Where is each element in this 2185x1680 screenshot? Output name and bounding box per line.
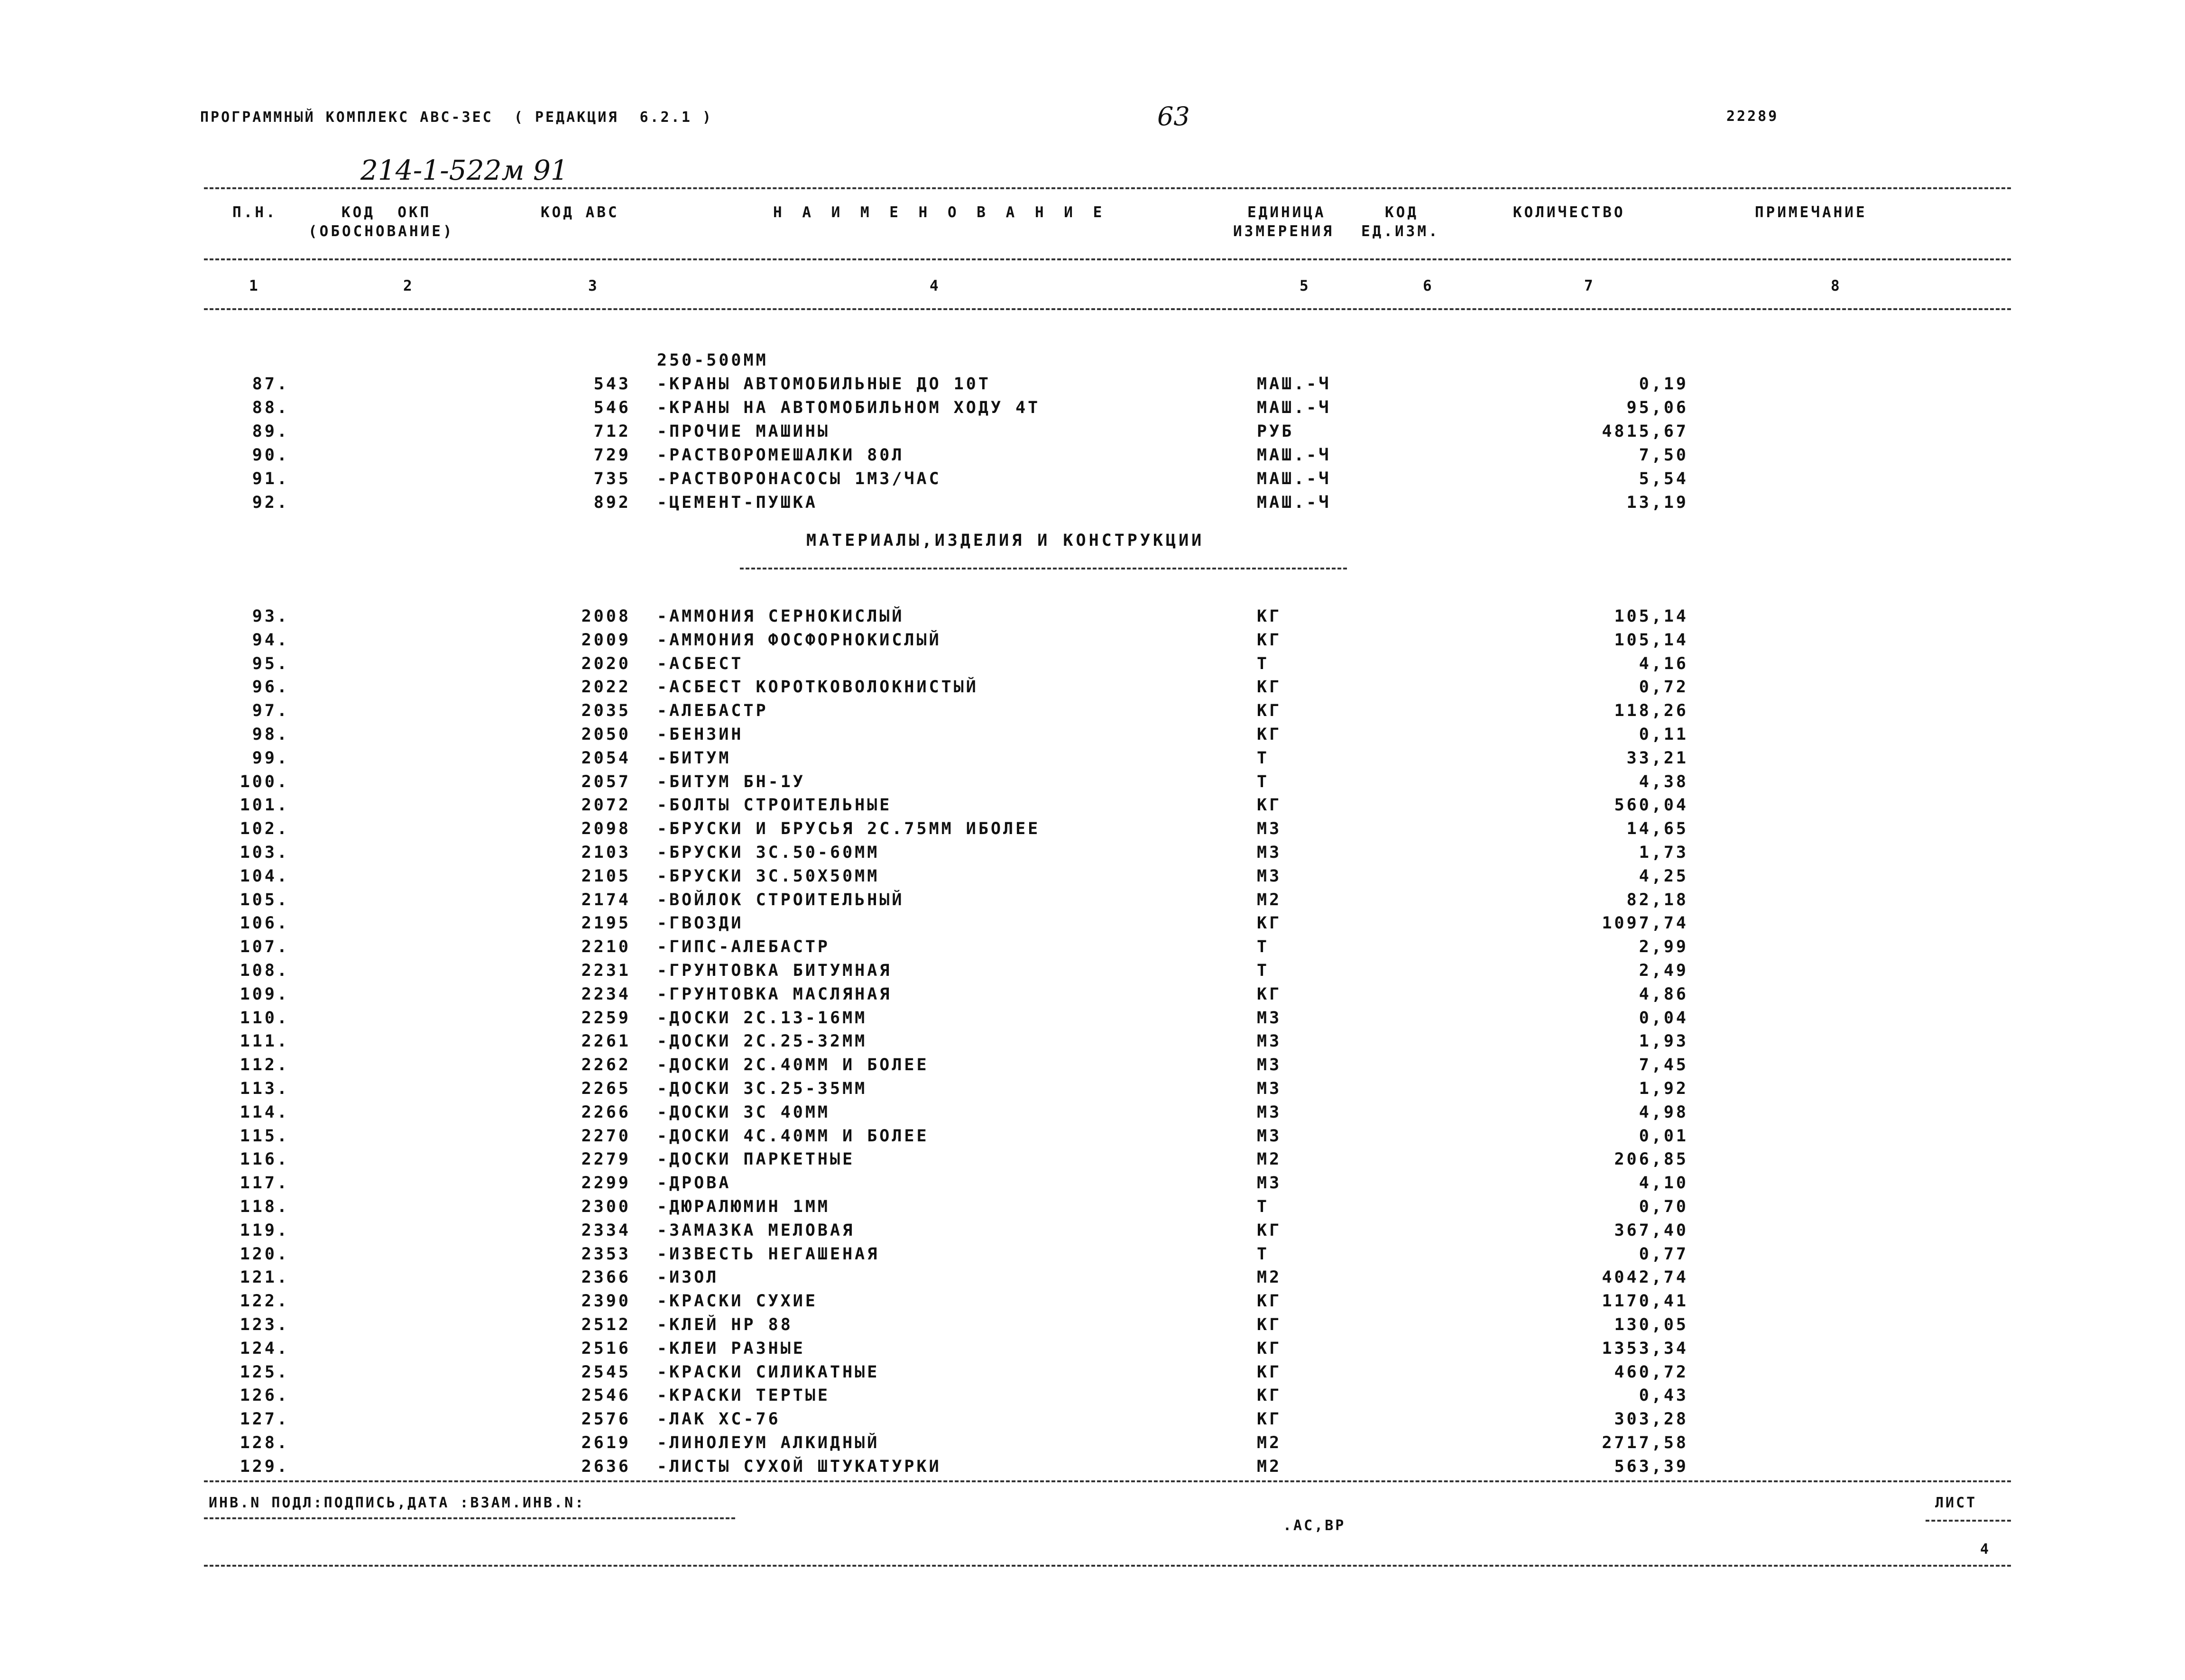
row-unit: МАШ.-Ч bbox=[1257, 446, 1331, 465]
row-number: 93. bbox=[252, 607, 289, 626]
row-quantity: 4,86 bbox=[1639, 984, 1688, 1004]
row-unit: КГ bbox=[1257, 1292, 1282, 1311]
row-number: 107. bbox=[240, 937, 289, 957]
row-unit: М2 bbox=[1257, 890, 1282, 909]
col-number-7: 7 bbox=[1584, 277, 1595, 294]
row-unit: М3 bbox=[1257, 1174, 1282, 1193]
row-name: -ГРУНТОВКА БИТУМНАЯ bbox=[657, 961, 892, 980]
row-quantity: 4,25 bbox=[1639, 866, 1688, 886]
row-name: -КРАСКИ СИЛИКАТНЫЕ bbox=[657, 1362, 880, 1382]
row-number: 128. bbox=[240, 1433, 289, 1452]
row-name: -КРАСКИ СУХИЕ bbox=[657, 1292, 818, 1311]
row-number: 124. bbox=[240, 1339, 289, 1358]
row-abc-code: 546 bbox=[593, 398, 631, 417]
row-unit: М2 bbox=[1257, 1150, 1282, 1169]
continuation-row bbox=[0, 351, 2185, 375]
divider-sheet bbox=[1926, 1520, 2011, 1522]
row-number: 103. bbox=[240, 843, 289, 862]
row-unit: Т bbox=[1257, 937, 1270, 957]
row-abc-code: 2057 bbox=[581, 772, 631, 791]
table-row bbox=[0, 1386, 2185, 1410]
row-number: 91. bbox=[252, 469, 289, 488]
row-abc-code: 735 bbox=[593, 469, 631, 488]
row-abc-code: 729 bbox=[593, 446, 631, 465]
col-abc-header: КОД АВС bbox=[541, 204, 619, 221]
row-quantity: 13,19 bbox=[1626, 493, 1688, 512]
row-name: -ДОСКИ 2С.40ММ И БОЛЕЕ bbox=[657, 1056, 929, 1075]
table-row bbox=[0, 446, 2185, 469]
table-row bbox=[0, 937, 2185, 961]
row-name: -ЛАК ХС-76 bbox=[657, 1410, 781, 1429]
row-name: -ЛИНОЛЕУМ АЛКИДНЫЙ bbox=[657, 1433, 880, 1452]
row-name: -ЗАМАЗКА МЕЛОВАЯ bbox=[657, 1221, 855, 1240]
row-name: -БРУСКИ И БРУСЬЯ 2С.75ММ ИБОЛЕЕ bbox=[657, 819, 1041, 839]
row-number: 123. bbox=[240, 1315, 289, 1334]
row-number: 118. bbox=[240, 1197, 289, 1216]
row-name: -ГРУНТОВКА МАСЛЯНАЯ bbox=[657, 984, 892, 1004]
col-unit-code-header: КОД bbox=[1385, 204, 1419, 221]
col-okp-subheader: (ОБОСНОВАНИЕ) bbox=[308, 223, 454, 240]
row-number: 122. bbox=[240, 1292, 289, 1311]
page-number-handwritten: 63 bbox=[1157, 101, 1190, 131]
row-name: -ИЗВЕСТЬ НЕГАШЕНАЯ bbox=[657, 1244, 880, 1264]
row-unit: КГ bbox=[1257, 984, 1282, 1004]
footer-stamp-labels: ИНВ.N ПОДЛ:ПОДПИСЬ,ДАТА :ВЗАМ.ИНВ.N: bbox=[209, 1495, 586, 1511]
row-name: -КРАСКИ ТЕРТЫЕ bbox=[657, 1386, 830, 1405]
row-quantity: 14,65 bbox=[1626, 819, 1688, 839]
row-abc-code: 2259 bbox=[581, 1008, 631, 1028]
row-quantity: 2,49 bbox=[1639, 961, 1688, 980]
row-number: 112. bbox=[240, 1056, 289, 1075]
row-quantity: 2717,58 bbox=[1602, 1433, 1688, 1452]
col-unit-subheader: ИЗМЕРЕНИЯ bbox=[1233, 223, 1334, 240]
row-abc-code: 2022 bbox=[581, 678, 631, 697]
row-quantity: 1,92 bbox=[1639, 1079, 1688, 1098]
row-quantity: 0,01 bbox=[1639, 1126, 1688, 1146]
table-row bbox=[0, 493, 2185, 517]
row-quantity: 95,06 bbox=[1626, 398, 1688, 417]
row-name: -ДОСКИ 3С.25-35ММ bbox=[657, 1079, 867, 1098]
row-unit: Т bbox=[1257, 654, 1270, 673]
table-row bbox=[0, 1268, 2185, 1292]
row-number: 126. bbox=[240, 1386, 289, 1405]
table-row bbox=[0, 1127, 2185, 1150]
row-name: -ГВОЗДИ bbox=[657, 914, 744, 933]
table-row bbox=[0, 819, 2185, 843]
row-abc-code: 543 bbox=[593, 375, 631, 394]
col-number-2: 2 bbox=[403, 277, 415, 294]
row-abc-code: 2353 bbox=[581, 1244, 631, 1264]
row-quantity: 82,18 bbox=[1626, 890, 1688, 909]
col-number-6: 6 bbox=[1423, 277, 1434, 294]
row-quantity: 118,26 bbox=[1614, 701, 1688, 721]
row-name: -ДОСКИ ПАРКЕТНЫЕ bbox=[657, 1150, 855, 1169]
row-quantity: 1097,74 bbox=[1602, 914, 1688, 933]
row-unit: КГ bbox=[1257, 1362, 1282, 1382]
sheet-label: ЛИСТ bbox=[1935, 1495, 1977, 1511]
row-number: 96. bbox=[252, 678, 289, 697]
table-row bbox=[0, 890, 2185, 914]
row-quantity: 7,50 bbox=[1639, 446, 1688, 465]
row-unit: МАШ.-Ч bbox=[1257, 398, 1331, 417]
row-number: 115. bbox=[240, 1126, 289, 1146]
row-quantity: 303,28 bbox=[1614, 1410, 1688, 1429]
row-name: -ИЗОЛ bbox=[657, 1268, 719, 1287]
table-row bbox=[0, 631, 2185, 654]
row-abc-code: 2098 bbox=[581, 819, 631, 839]
row-abc-code: 2234 bbox=[581, 984, 631, 1004]
continuation-text: 250-500ММ bbox=[657, 351, 768, 370]
row-unit: КГ bbox=[1257, 796, 1282, 815]
table-row bbox=[0, 1363, 2185, 1386]
row-unit: КГ bbox=[1257, 607, 1282, 626]
table-row bbox=[0, 1103, 2185, 1127]
col-pn-header: П.Н. bbox=[232, 204, 277, 221]
row-unit: М3 bbox=[1257, 1126, 1282, 1146]
row-name: -ДЮРАЛЮМИН 1ММ bbox=[657, 1197, 830, 1216]
table-row bbox=[0, 1197, 2185, 1221]
col-number-4: 4 bbox=[930, 277, 941, 294]
row-name: -БРУСКИ 3С.50-60ММ bbox=[657, 843, 880, 862]
row-quantity: 4815,67 bbox=[1602, 422, 1688, 441]
row-number: 89. bbox=[252, 422, 289, 441]
row-name: -ЦЕМЕНТ-ПУШКА bbox=[657, 493, 818, 512]
row-number: 97. bbox=[252, 701, 289, 721]
row-abc-code: 2265 bbox=[581, 1079, 631, 1098]
row-unit: М2 bbox=[1257, 1433, 1282, 1452]
table-row bbox=[0, 985, 2185, 1009]
row-unit: КГ bbox=[1257, 630, 1282, 650]
row-quantity: 367,40 bbox=[1614, 1221, 1688, 1240]
row-number: 87. bbox=[252, 375, 289, 394]
row-unit: КГ bbox=[1257, 678, 1282, 697]
row-number: 129. bbox=[240, 1457, 289, 1476]
table-row bbox=[0, 1221, 2185, 1245]
row-abc-code: 2366 bbox=[581, 1268, 631, 1287]
row-name: -КЛЕЙ НР 88 bbox=[657, 1315, 793, 1334]
row-number: 95. bbox=[252, 654, 289, 673]
row-unit: М3 bbox=[1257, 1102, 1282, 1122]
row-number: 101. bbox=[240, 796, 289, 815]
row-quantity: 7,45 bbox=[1639, 1056, 1688, 1075]
row-name: -БИТУМ bbox=[657, 748, 731, 768]
row-quantity: 0,70 bbox=[1639, 1197, 1688, 1216]
row-unit: Т bbox=[1257, 1244, 1270, 1264]
col-name-header: Н А И М Е Н О В А Н И Е bbox=[773, 204, 1108, 221]
row-number: 117. bbox=[240, 1174, 289, 1193]
row-quantity: 130,05 bbox=[1614, 1315, 1688, 1334]
col-qty-header: КОЛИЧЕСТВО bbox=[1513, 204, 1625, 221]
row-abc-code: 2619 bbox=[581, 1433, 631, 1452]
row-name: -АММОНИЯ СЕРНОКИСЛЫЙ bbox=[657, 607, 904, 626]
row-name: -БЕНЗИН bbox=[657, 725, 744, 744]
table-row bbox=[0, 1032, 2185, 1056]
row-unit: М2 bbox=[1257, 1268, 1282, 1287]
program-title: ПРОГРАММНЫЙ КОМПЛЕКС АВС-3ЕС ( РЕДАКЦИЯ 6.2.1 ) bbox=[200, 109, 713, 126]
table-row bbox=[0, 725, 2185, 749]
row-name: -ДОСКИ 2С.13-16ММ bbox=[657, 1008, 867, 1028]
divider-footer-mid bbox=[204, 1517, 735, 1519]
col-note-header: ПРИМЕЧАНИЕ bbox=[1755, 204, 1867, 221]
table-row bbox=[0, 1009, 2185, 1032]
divider-column-numbers bbox=[204, 308, 2011, 310]
row-unit: Т bbox=[1257, 748, 1270, 768]
row-unit: МАШ.-Ч bbox=[1257, 375, 1331, 394]
row-quantity: 0,04 bbox=[1639, 1008, 1688, 1028]
row-quantity: 0,72 bbox=[1639, 678, 1688, 697]
row-number: 119. bbox=[240, 1221, 289, 1240]
row-number: 113. bbox=[240, 1079, 289, 1098]
table-row bbox=[0, 1245, 2185, 1268]
row-number: 92. bbox=[252, 493, 289, 512]
table-row bbox=[0, 1410, 2185, 1433]
table-row bbox=[0, 1079, 2185, 1103]
row-quantity: 4042,74 bbox=[1602, 1268, 1688, 1287]
row-unit: Т bbox=[1257, 961, 1270, 980]
row-abc-code: 2050 bbox=[581, 725, 631, 744]
row-number: 110. bbox=[240, 1008, 289, 1028]
row-name: -КРАНЫ АВТОМОБИЛЬНЫЕ ДО 10Т bbox=[657, 375, 991, 394]
table-row bbox=[0, 1292, 2185, 1315]
row-name: -БИТУМ БН-1У bbox=[657, 772, 805, 791]
row-quantity: 5,54 bbox=[1639, 469, 1688, 488]
document-number: 22289 bbox=[1726, 108, 1779, 125]
row-name: -КРАНЫ НА АВТОМОБИЛЬНОМ ХОДУ 4Т bbox=[657, 398, 1041, 417]
row-number: 108. bbox=[240, 961, 289, 980]
divider-footer-bottom bbox=[204, 1565, 2011, 1567]
row-quantity: 105,14 bbox=[1614, 607, 1688, 626]
row-unit: КГ bbox=[1257, 1386, 1282, 1405]
sheet-number: 4 bbox=[1980, 1541, 1991, 1558]
row-abc-code: 2195 bbox=[581, 914, 631, 933]
table-row bbox=[0, 398, 2185, 422]
row-unit: КГ bbox=[1257, 1410, 1282, 1429]
row-quantity: 206,85 bbox=[1614, 1150, 1688, 1169]
section-title: МАТЕРИАЛЫ,ИЗДЕЛИЯ И КОНСТРУКЦИИ bbox=[806, 531, 1205, 550]
row-abc-code: 2072 bbox=[581, 796, 631, 815]
row-unit: М3 bbox=[1257, 866, 1282, 886]
row-number: 102. bbox=[240, 819, 289, 839]
row-name: -ГИПС-АЛЕБАСТР bbox=[657, 937, 830, 957]
row-abc-code: 2279 bbox=[581, 1150, 631, 1169]
row-abc-code: 2054 bbox=[581, 748, 631, 768]
table-row bbox=[0, 607, 2185, 631]
row-abc-code: 2210 bbox=[581, 937, 631, 957]
row-quantity: 0,19 bbox=[1639, 375, 1688, 394]
row-number: 120. bbox=[240, 1244, 289, 1264]
row-unit: РУБ bbox=[1257, 422, 1294, 441]
row-number: 114. bbox=[240, 1102, 289, 1122]
row-number: 125. bbox=[240, 1362, 289, 1382]
row-abc-code: 2103 bbox=[581, 843, 631, 862]
section-title-underline bbox=[740, 568, 1347, 569]
row-abc-code: 2636 bbox=[581, 1457, 631, 1476]
row-number: 100. bbox=[240, 772, 289, 791]
row-quantity: 105,14 bbox=[1614, 630, 1688, 650]
row-unit: КГ bbox=[1257, 1339, 1282, 1358]
row-quantity: 2,99 bbox=[1639, 937, 1688, 957]
row-abc-code: 892 bbox=[593, 493, 631, 512]
table-row bbox=[0, 843, 2185, 867]
table-row bbox=[0, 1433, 2185, 1457]
row-abc-code: 2546 bbox=[581, 1386, 631, 1405]
table-row bbox=[0, 1457, 2185, 1481]
row-name: -ДОСКИ 4С.40ММ И БОЛЕЕ bbox=[657, 1126, 929, 1146]
row-unit: МАШ.-Ч bbox=[1257, 493, 1331, 512]
row-abc-code: 2299 bbox=[581, 1174, 631, 1193]
row-name: -ДОСКИ 3С 40ММ bbox=[657, 1102, 830, 1122]
row-abc-code: 2008 bbox=[581, 607, 631, 626]
divider-header bbox=[204, 258, 2011, 260]
table-row bbox=[0, 1339, 2185, 1363]
col-number-3: 3 bbox=[588, 277, 599, 294]
row-quantity: 1353,34 bbox=[1602, 1339, 1688, 1358]
table-row bbox=[0, 422, 2185, 446]
row-unit: КГ bbox=[1257, 725, 1282, 744]
row-unit: М3 bbox=[1257, 819, 1282, 839]
row-quantity: 1170,41 bbox=[1602, 1292, 1688, 1311]
row-name: -ВОЙЛОК СТРОИТЕЛЬНЫЙ bbox=[657, 890, 904, 909]
project-code-handwritten: 214-1-522м 91 bbox=[360, 154, 568, 186]
row-quantity: 33,21 bbox=[1626, 748, 1688, 768]
row-name: -АСБЕСТ КОРОТКОВОЛОКНИСТЫЙ bbox=[657, 678, 978, 697]
row-abc-code: 2261 bbox=[581, 1032, 631, 1051]
row-number: 105. bbox=[240, 890, 289, 909]
col-number-5: 5 bbox=[1300, 277, 1311, 294]
table-row bbox=[0, 772, 2185, 796]
row-quantity: 4,98 bbox=[1639, 1102, 1688, 1122]
row-quantity: 1,93 bbox=[1639, 1032, 1688, 1051]
row-unit: М3 bbox=[1257, 1008, 1282, 1028]
row-abc-code: 712 bbox=[593, 422, 631, 441]
row-abc-code: 2390 bbox=[581, 1292, 631, 1311]
row-abc-code: 2545 bbox=[581, 1362, 631, 1382]
table-row bbox=[0, 1056, 2185, 1079]
col-okp-header: КОД ОКП bbox=[341, 204, 432, 221]
col-number-8: 8 bbox=[1831, 277, 1842, 294]
col-unit-header: ЕДИНИЦА bbox=[1247, 204, 1326, 221]
row-abc-code: 2020 bbox=[581, 654, 631, 673]
col-unit-code-subheader: ЕД.ИЗМ. bbox=[1361, 223, 1440, 240]
row-number: 99. bbox=[252, 748, 289, 768]
row-name: -АММОНИЯ ФОСФОРНОКИСЛЫЙ bbox=[657, 630, 941, 650]
row-name: -АЛЕБАСТР bbox=[657, 701, 768, 721]
row-name: -КЛЕИ РАЗНЫЕ bbox=[657, 1339, 805, 1358]
row-abc-code: 2009 bbox=[581, 630, 631, 650]
row-unit: Т bbox=[1257, 772, 1270, 791]
row-abc-code: 2035 bbox=[581, 701, 631, 721]
row-unit: Т bbox=[1257, 1197, 1270, 1216]
table-row bbox=[0, 749, 2185, 772]
row-number: 127. bbox=[240, 1410, 289, 1429]
row-abc-code: 2262 bbox=[581, 1056, 631, 1075]
row-unit: КГ bbox=[1257, 914, 1282, 933]
row-name: -АСБЕСТ bbox=[657, 654, 744, 673]
row-unit: М2 bbox=[1257, 1457, 1282, 1476]
row-unit: КГ bbox=[1257, 1315, 1282, 1334]
row-unit: М3 bbox=[1257, 1079, 1282, 1098]
row-abc-code: 2300 bbox=[581, 1197, 631, 1216]
row-unit: М3 bbox=[1257, 1032, 1282, 1051]
row-quantity: 563,39 bbox=[1614, 1457, 1688, 1476]
row-quantity: 4,16 bbox=[1639, 654, 1688, 673]
row-number: 104. bbox=[240, 866, 289, 886]
row-quantity: 4,38 bbox=[1639, 772, 1688, 791]
row-abc-code: 2174 bbox=[581, 890, 631, 909]
col-number-1: 1 bbox=[249, 277, 260, 294]
row-quantity: 0,11 bbox=[1639, 725, 1688, 744]
row-abc-code: 2105 bbox=[581, 866, 631, 886]
table-row bbox=[0, 469, 2185, 493]
row-unit: МАШ.-Ч bbox=[1257, 469, 1331, 488]
divider-top bbox=[204, 187, 2011, 189]
row-abc-code: 2512 bbox=[581, 1315, 631, 1334]
row-unit: М3 bbox=[1257, 1056, 1282, 1075]
row-unit: М3 bbox=[1257, 843, 1282, 862]
row-quantity: 4,10 bbox=[1639, 1174, 1688, 1193]
table-row bbox=[0, 1315, 2185, 1339]
row-quantity: 560,04 bbox=[1614, 796, 1688, 815]
row-name: -ЛИСТЫ СУХОЙ ШТУКАТУРКИ bbox=[657, 1457, 941, 1476]
table-row bbox=[0, 678, 2185, 701]
row-name: -РАСТВОРОМЕШАЛКИ 80Л bbox=[657, 446, 904, 465]
row-number: 109. bbox=[240, 984, 289, 1004]
row-name: -БРУСКИ 3С.50Х50ММ bbox=[657, 866, 880, 886]
table-row bbox=[0, 375, 2185, 398]
row-number: 90. bbox=[252, 446, 289, 465]
row-number: 94. bbox=[252, 630, 289, 650]
row-number: 98. bbox=[252, 725, 289, 744]
row-abc-code: 2231 bbox=[581, 961, 631, 980]
table-row bbox=[0, 1150, 2185, 1174]
row-quantity: 1,73 bbox=[1639, 843, 1688, 862]
row-name: -ДРОВА bbox=[657, 1174, 731, 1193]
divider-footer-top bbox=[204, 1480, 2011, 1482]
row-name: -РАСТВОРОНАСОСЫ 1М3/ЧАС bbox=[657, 469, 941, 488]
table-row bbox=[0, 796, 2185, 819]
row-abc-code: 2576 bbox=[581, 1410, 631, 1429]
row-abc-code: 2516 bbox=[581, 1339, 631, 1358]
row-unit: КГ bbox=[1257, 701, 1282, 721]
footer-code: .АС,ВР bbox=[1283, 1517, 1346, 1534]
table-row bbox=[0, 867, 2185, 890]
table-row bbox=[0, 654, 2185, 678]
row-number: 111. bbox=[240, 1032, 289, 1051]
row-unit: КГ bbox=[1257, 1221, 1282, 1240]
row-name: -БОЛТЫ СТРОИТЕЛЬНЫЕ bbox=[657, 796, 892, 815]
row-number: 116. bbox=[240, 1150, 289, 1169]
row-number: 121. bbox=[240, 1268, 289, 1287]
row-name: -ПРОЧИЕ МАШИНЫ bbox=[657, 422, 830, 441]
row-quantity: 0,43 bbox=[1639, 1386, 1688, 1405]
table-row bbox=[0, 961, 2185, 985]
row-abc-code: 2266 bbox=[581, 1102, 631, 1122]
row-number: 106. bbox=[240, 914, 289, 933]
row-number: 88. bbox=[252, 398, 289, 417]
table-row bbox=[0, 914, 2185, 937]
row-quantity: 460,72 bbox=[1614, 1362, 1688, 1382]
row-name: -ДОСКИ 2С.25-32ММ bbox=[657, 1032, 867, 1051]
row-abc-code: 2270 bbox=[581, 1126, 631, 1146]
table-row bbox=[0, 1174, 2185, 1197]
table-row bbox=[0, 701, 2185, 725]
row-quantity: 0,77 bbox=[1639, 1244, 1688, 1264]
row-abc-code: 2334 bbox=[581, 1221, 631, 1240]
